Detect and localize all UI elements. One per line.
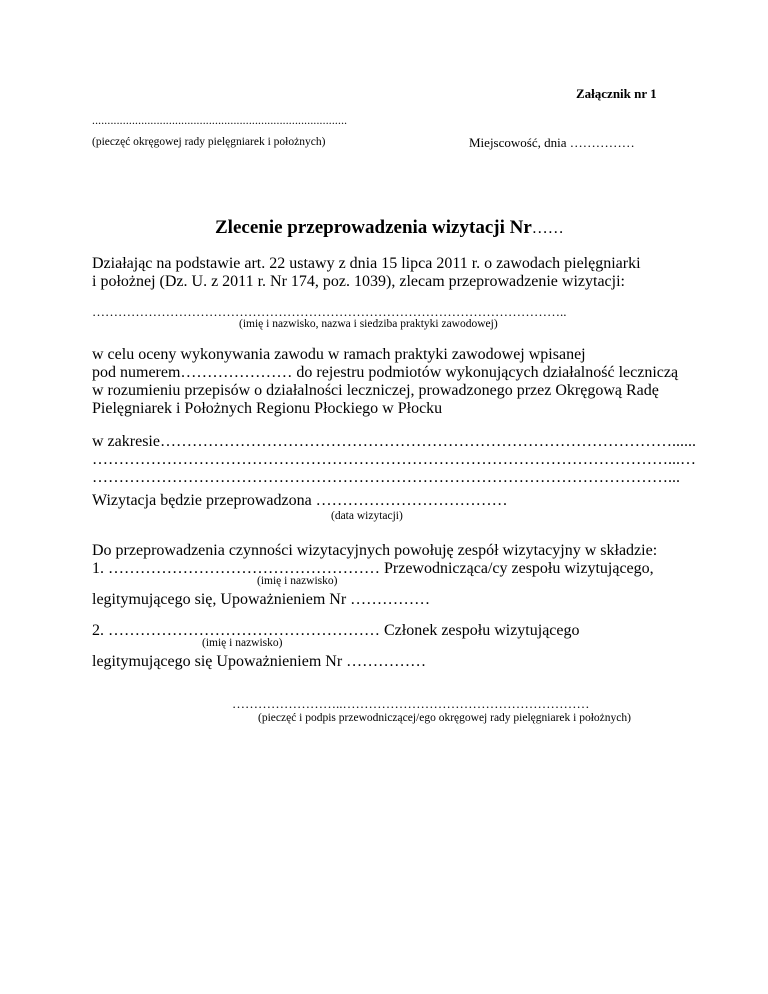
purpose-line-3: w rozumieniu przepisów o działalności leczniczej, prowadzonego przez Okręgową Radę xyxy=(92,382,659,399)
purpose-line-1: w celu oceny wykonywania zawodu w ramach praktyki zawodowej wpisanej xyxy=(92,346,586,363)
stamp-caption: (pieczęć okręgowej rady pielęgniarek i położnych) xyxy=(92,136,326,148)
member1-caption: (imię i nazwisko) xyxy=(257,575,338,587)
annex-label: Załącznik nr 1 xyxy=(576,86,657,101)
scope-line-3: ………………………………………………………………………………………………... xyxy=(92,469,680,486)
visit-date-line: Wizytacja będzie przeprowadzona ……………………………… xyxy=(92,492,508,509)
practice-dots: ……………………………………………………………………………………………….. xyxy=(92,304,567,319)
stamp-dots: ................................................................................... xyxy=(92,115,348,127)
purpose-line-4: Pielęgniarek i Położnych Regionu Płockiego w Płocku xyxy=(92,400,443,417)
signature-caption: (pieczęć i podpis przewodniczącej/ego okręgowej rady pielęgniarek i położnych) xyxy=(258,712,631,724)
place-date: Miejscowość, dnia …………… xyxy=(469,135,635,150)
member2-caption: (imię i nazwisko) xyxy=(202,637,283,649)
member1-line: 1. …………………………………………… Przewodnicząca/cy zespołu wizytującego, xyxy=(92,560,654,577)
signature-dots: ……………………..………………………………………………… xyxy=(232,696,590,711)
member2-authorization: legitymującego się Upoważnieniem Nr …………… xyxy=(92,653,427,670)
intro-line-2: i położnej (Dz. U. z 2011 r. Nr 174, poz. 1039), zlecam przeprowadzenie wizytacji: xyxy=(92,273,625,290)
visit-date-caption: (data wizytacji) xyxy=(331,510,403,522)
team-intro: Do przeprowadzenia czynności wizytacyjnych powołuję zespół wizytacyjny w składzie: xyxy=(92,542,658,559)
practice-caption: (imię i nazwisko, nazwa i siedziba praktyki zawodowej) xyxy=(239,318,498,330)
purpose-line-2: pod numerem………………… do rejestru podmiotów wykonujących działalność leczniczą xyxy=(92,364,679,381)
member2-line: 2. …………………………………………… Członek zespołu wizytującego xyxy=(92,622,580,639)
title-text: Zlecenie przeprowadzenia wizytacji Nr xyxy=(215,217,532,238)
member1-authorization: legitymującego się, Upoważnieniem Nr …………… xyxy=(92,591,431,608)
intro-line-1: Działając na podstawie art. 22 ustawy z dnia 15 lipca 2011 r. o zawodach pielęgniarki xyxy=(92,255,641,272)
scope-line-1: w zakresie……………………………………………………………………………………...... xyxy=(92,433,696,450)
scope-line-2: ………………………………………………………………………………………………...… xyxy=(92,451,696,468)
title-number-dots: …… xyxy=(531,220,564,237)
document-title xyxy=(215,217,564,240)
